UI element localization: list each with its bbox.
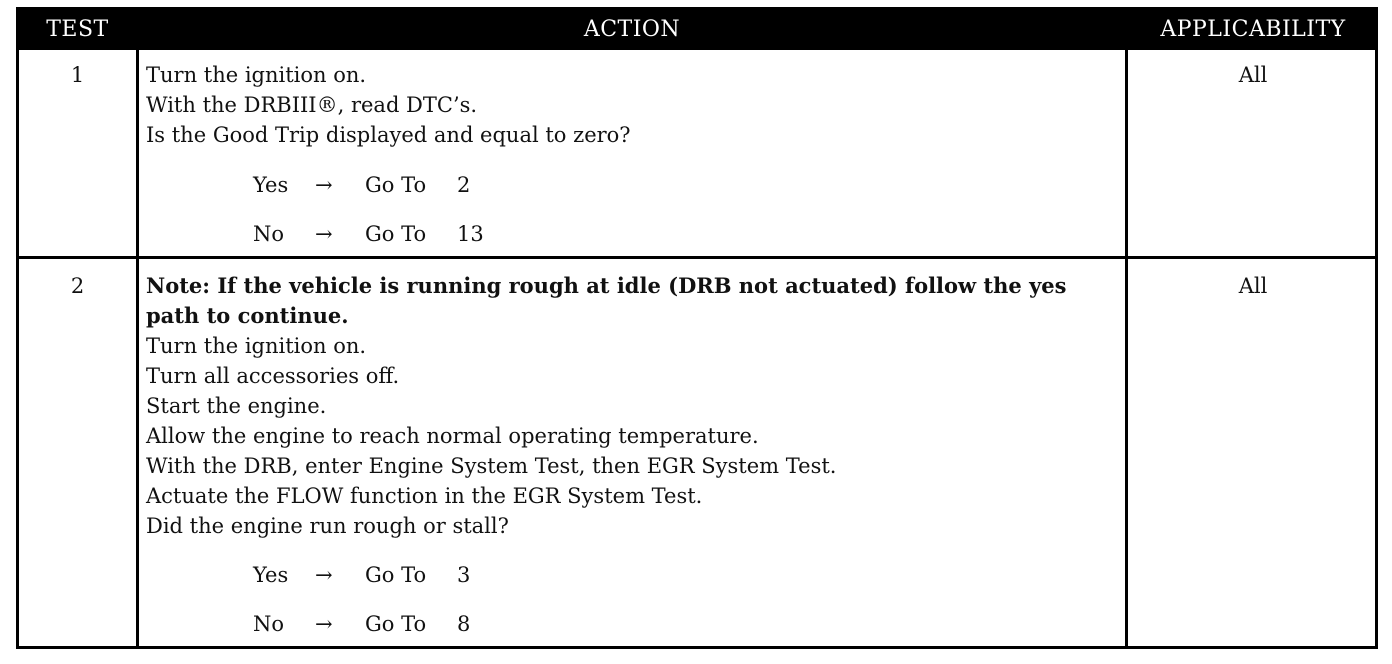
- branch-answer: Yes: [253, 173, 289, 197]
- action-note: Note: If the vehicle is running rough at idle (DRB not actuated) follow the yes path to continue.: [146, 273, 1067, 328]
- action-line: Did the engine run rough or stall?: [146, 514, 509, 538]
- goto-target: 3: [457, 563, 471, 587]
- diagnostic-table: [16, 7, 1378, 649]
- test-number: 2: [70, 274, 85, 298]
- arrow-icon: →: [315, 612, 333, 636]
- goto-target: 13: [457, 222, 484, 246]
- applicability-value: All: [1238, 274, 1268, 298]
- row-divider: [19, 256, 1375, 259]
- goto-label: Go To: [365, 222, 427, 246]
- branch-answer: Yes: [253, 563, 289, 587]
- yes-branch: [253, 170, 470, 200]
- action-line: Actuate the FLOW function in the EGR System Test.: [146, 484, 703, 508]
- goto-label: Go To: [365, 173, 427, 197]
- goto-label: Go To: [365, 563, 427, 587]
- column-divider: [136, 50, 139, 646]
- action-line: Turn the ignition on.: [146, 334, 367, 358]
- test-number: 1: [70, 63, 85, 87]
- action-line: Start the engine.: [146, 394, 327, 418]
- no-branch: [253, 609, 470, 639]
- header-applicability: APPLICABILITY: [1160, 17, 1346, 42]
- goto-target: 2: [457, 173, 471, 197]
- branch-answer: No: [253, 612, 285, 636]
- arrow-icon: →: [315, 173, 333, 197]
- arrow-icon: →: [315, 563, 333, 587]
- yes-branch: [253, 560, 470, 590]
- goto-label: Go To: [365, 612, 427, 636]
- action-line: With the DRB, enter Engine System Test, then EGR System Test.: [146, 454, 837, 478]
- goto-target: 8: [457, 612, 471, 636]
- action-text: [146, 60, 1121, 150]
- header-test: TEST: [46, 17, 109, 42]
- arrow-icon: →: [315, 222, 333, 246]
- action-line: Turn the ignition on.: [146, 63, 367, 87]
- action-line: Turn all accessories off.: [146, 364, 400, 388]
- action-line: Is the Good Trip displayed and equal to zero?: [146, 123, 631, 147]
- column-divider: [1125, 50, 1128, 646]
- action-line: With the DRBIII®, read DTC’s.: [146, 93, 478, 117]
- header-action: ACTION: [583, 17, 681, 42]
- applicability-value: All: [1238, 63, 1268, 87]
- table-header: [19, 10, 1375, 50]
- action-text: [146, 271, 1121, 541]
- branch-answer: No: [253, 222, 285, 246]
- no-branch: [253, 219, 484, 249]
- action-line: Allow the engine to reach normal operating temperature.: [146, 424, 759, 448]
